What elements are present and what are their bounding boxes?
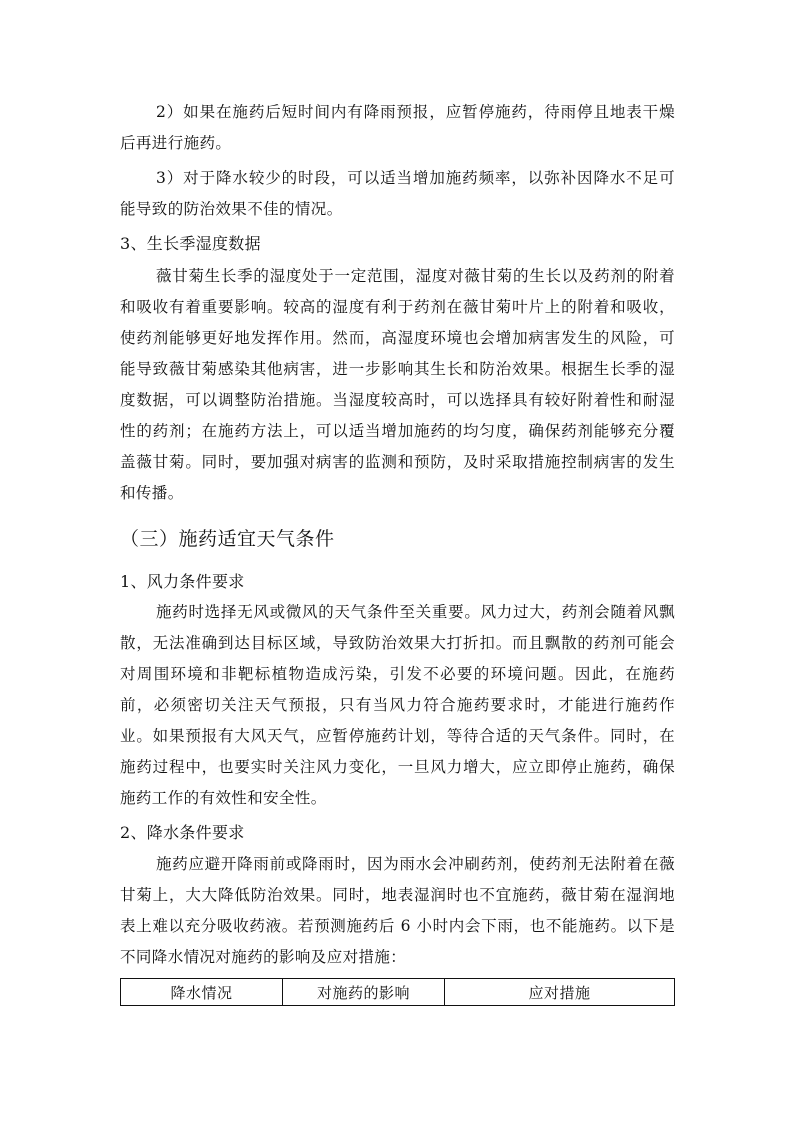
paragraph-rain: 施药应避开降雨前或降雨时，因为雨水会冲刷药剂，使药剂无法附着在薇甘菊上，大大降低防治效果。同时，地表湿润时也不宜施药，薇甘菊在湿润地表上难以充分吸收药液。若预测施药后 6 小时内会下雨，也不能施药。以下是不同降水情况对施药的影响及应对措施： xyxy=(120,855,675,966)
paragraph-rain-forecast: 2）如果在施药后短时间内有降雨预报，应暂停施药，待雨停且地表干燥后再进行施药。 xyxy=(120,103,675,152)
heading-rain-requirements: 2、降水条件要求 xyxy=(120,823,245,842)
rainfall-impact-table xyxy=(120,978,675,1006)
header-rain-condition: 降水情况 xyxy=(121,979,283,1006)
section-title-weather-conditions: （三）施药适宜天气条件 xyxy=(120,528,335,550)
paragraph-humidity: 薇甘菊生长季的湿度处于一定范围，湿度对薇甘菊的生长以及药剂的附着和吸收有着重要影响。较高的湿度有利于药剂在薇甘菊叶片上的附着和吸收，使药剂能够更好地发挥作用。然而，高湿度环境也会增加病害发生的风险，可能导致薇甘菊感染其他病害，进一步影响其生长和防治效果。根据生长季的湿度数据，可以调整防治措施。当湿度较高时，可以选择具有较好附着性和耐湿性的药剂；在施药方法上，可以适当增加施药的均匀度，确保药剂能够充分覆盖薇甘菊。同时，要加强对病害的监测和预防，及时采取措施控制病害的发生和传播。 xyxy=(120,267,675,502)
heading-wind-requirements: 1、风力条件要求 xyxy=(120,572,245,591)
header-impact: 对施药的影响 xyxy=(283,979,445,1006)
table-header-row xyxy=(121,979,675,1006)
paragraph-low-rainfall: 3）对于降水较少的时段，可以适当增加施药频率，以弥补因降水不足可能导致的防治效果不佳的情况。 xyxy=(120,169,675,218)
heading-humidity-data: 3、生长季湿度数据 xyxy=(120,234,261,253)
paragraph-wind: 施药时选择无风或微风的天气条件至关重要。风力过大，药剂会随着风飘散，无法准确到达目标区域，导致防治效果大打折扣。而且飘散的药剂可能会对周围环境和非靶标植物造成污染，引发不必要的环境问题。因此，在施药前，必须密切关注天气预报，只有当风力符合施药要求时，才能进行施药作业。如果预报有大风天气，应暂停施药计划，等待合适的天气条件。同时，在施药过程中，也要实时关注风力变化，一旦风力增大，应立即停止施药，确保施药工作的有效性和安全性。 xyxy=(120,603,675,807)
header-countermeasures: 应对措施 xyxy=(445,979,675,1006)
